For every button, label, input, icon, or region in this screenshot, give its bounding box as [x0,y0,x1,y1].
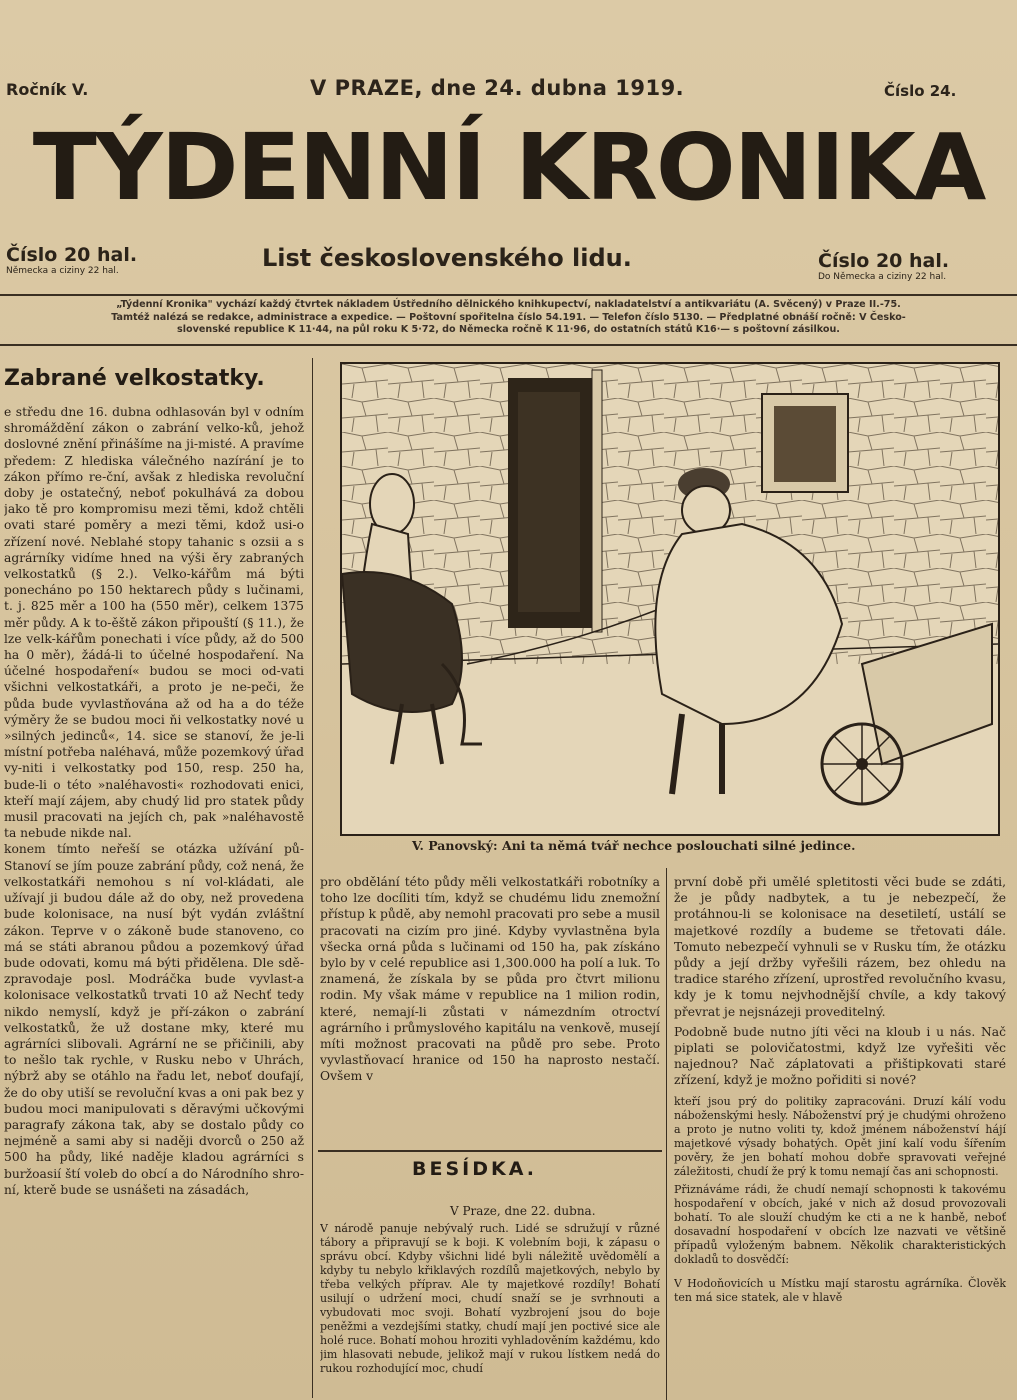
price-right: Číslo 20 hal. [818,250,950,272]
issue-number: Číslo 24. [884,82,957,100]
right-text-4: Přiznáváme rádi, že chudí nemají schopnosti k takovému hospodaření v obcích, jaké v nich až dosud provozovali bohatí. To ale slouží chudým ke cti a ne k hanbě, neboť dosavadní hospodaření v obcích lze nazvati ve většině případů vyloženým babnem. Několik charakteristických dokladů to dosvědčí: [674,1182,1006,1266]
info-line-1: „Týdenní Kronika" vychází každý čtvrtek nákladem Ústředního dělnického knihkupectví, nakladatelství a antikvariátu (A. Svěcený) v Praze II.-75. [116,299,901,310]
middle-column [320,874,660,1146]
subtitle: List československého lidu. [262,244,632,272]
right-text-3: kteří jsou prý do politiky zapracováni. Druzí kálí vodu náboženskými hesly. Náboženství prý je chudými ohroženo a proto je nutno voliti ty, kdož jménem náboženství hájí majetkové výsady bohatých. Opět jiní kalí vodu šířením pověry, že jen bohatí mohou dobře spravovati veřejné záležitosti, chudí že prý k tomu nemají čas ani schopnosti. [674,1094,1006,1178]
article-title: Zabrané velkostatky. [4,366,265,391]
subtitle-row [0,240,1017,280]
place-date: V PRAZE, dne 24. dubna 1919. [310,76,685,100]
besidka-text: V národě panuje nebývalý ruch. Lidé se sdružují v různé tábory a připravují se k boji. K volebním boji, k zápasu o správu obcí. Kdyby všichni lidé byli náležitě uvědomělí a kdyby tu nebylo křiklavých rozdílů majetkových, nebylo by třeba velkých příprav. Ale ty majetkové rozdíly! Bohatí usilují o udržení moci, chudí snaží se je svrhnouti a vybudovati moc svoji. Bohatí vyzbrojení jsou do boje peněžmi a vezdejšími statky, chudí mají jen poctivé sice ale holé ruce. Bohatí mohou hroziti vyhladověním každému, kdo jim hlasovati nebude, jelikož mají v rukou lístkem nedá do rukou rozhodující moc, chudí [320,1222,660,1375]
article-paragraph-2: konem tímto neřeší se otázka užívání pů-Stanoví se jím pouze zabrání půdy, což nená, že velkostatkáři nemohou s ní vol-kládati, ale užívají ji budou dále až do oby, než provedena bude kolonisace, na nusí být vydán zvláštní zákon. Teprve v o zákoně bude stanoveno, co má se státi abranou půdou a pozemkový úřad bude odovati, komu má býti přidělena. Dle sdě-zpravodaje posl. Modráčka bude vyvlast-a kolonisace velkostatků trvati 10 až Nechť tedy nikdo nemyslí, když je pří-zákon o zabrání velkostatků, že už dostane mky, které mu agrárníci slibovali. Agrární ne se přičinili, aby to nešlo tak rychle, v Rusku nebo v Uhrách, nýbrž aby se otáhlo na řadu let, neboť doufají, že do oby utiší se revoluční kvas a oni pak bez y budou moci manipulovati s děravými učkovými paragrafy zákona tak, aby se dostalo půdy co nejméně a sami aby si naději dvorců o 250 až 500 ha půdy, liké naděje kladou agrárníci s buržoasií ští voleb do obcí a do Národního shro-ní, kterě bude se usnášeti na zásadách, [4,842,304,1197]
info-line-2: Tamtéž nalézá se redakce, administrace a expedice. — Poštovní spořitelna číslo 54.191. — Telefon číslo 5130. — Předplatné obnáší ročně: V Česko- [111,311,906,323]
top-line [0,76,1017,102]
besidka-title: BESÍDKA. [412,1158,537,1180]
besidka-dateline: V Praze, dne 22. dubna. [450,1204,596,1218]
right-column [674,874,1006,1400]
right-text-5: V Hodoňovicích u Místku mají starostu agrárníka. Člověk ten má sice statek, ale v hlavě [674,1276,1006,1304]
right-text-1: první době při umělé spletitosti věci bude se zdáti, že je půdy nadbytek, a tu je nebezpečí, že protáhnou-li se kolonisace na desetiletí, ustálí se majetkové rozdíly a budeme se třetovati dále. Tomuto nebezpečí vyhnuli se v Rusku tím, že otázku půdy a její držby vyřešili rázem, bez ohledu na tradice starého zřízení, uprostřed revolučního kvasu, kdy je k tomu nejvhodnější chvíle, a kdy takový převrat je nejsnázeji proveditelný. [674,875,1006,1019]
right-text-2: Podobně bude nutno jíti věci na kloub i u nás. Nač piplati se polovičatostmi, když lze vyřešiti věc najednou? Nač záplatovati a přištipkovati staré zřízení, když je možno pořiditi si nové? [674,1024,1006,1088]
article-paragraph-1: e středu dne 16. dubna odhlasován byl v odním shromáždění zákon o zabrání velko-ků, jehož doslovné znění přinášíme na ji-misté. A pravíme předem: Z hlediska válečného nazírání je to zákon přímo re-ční, avšak z hlediska revoluční doby je ostatečný, neboť pokulhává za dobou jako tě pro kompromisu mezi těmi, kdož chtěli ovati staré poměry a mezi těmi, kdož usi-o zřízení nové. Neblahé stopy tahanic s ozsii a s agrárníky vidíme hned na výši ěry zabraných velkostatků (§ 2.). Velko-kářům má býti ponecháno po 150 hektarech půdy s lučinami, t. j. 825 měr a 100 ha (550 měr), celkem 1375 měr půdy. A k to-ěště zákon připouští (§ 11.), že lze velk-kářům ponechati i více půdy, až do 500 ha 0 měr), žádá-li to účelné hospodaření. Na účelné hospodaření« budou se moci od-vati všichni velkostatkáři, a proto je ne-peči, že půda bude vyvlastňována až od ha a do téže výměry že se budou moci ňi velkostatky nové u »silných jedinců«, 14. sice se stanoví, že je-li místní potřeba naléhavá, může pozemkový úřad vy-niti i velkostatky pod 150, resp. 250 ha, bude-li o této »naléhavosti« rozhodovati enici, kteří mají zájem, aby chudý lid pro statek půdy musil pracovati na jejích ch, pak »naléhavostě ta nebude nikde nal. [4,405,304,841]
cartoon-illustration [340,362,1000,836]
middle-column-text: pro obdělání této půdy měli velkostatkáři robotníky a toho lze docíliti tím, když se chudému lidu znemožní přístup k půdě, aby nemohl pracovati pro sebe a musil pracovati na cizím pro jiné. Kdyby vyvlastněna byla všecka orná půda s lučinami od 150 ha, pak získáno bylo by v celé republice asi 1,300.000 ha polí a luk. To znamená, že získala by se půda pro čtvrt milionu rodin. My však máme v republice na 1 milion rodin, které, nemají-li zůstati v námezdním otroctví agrárního i průmyslového kapitálu na venkově, musejí míti možnost pracovati na půdě pro sebe. Proto vyvlastňovací hranice od 150 ha naprosto nestačí. Ovšem v [320,875,660,1084]
article-body [4,404,304,1400]
column-rule-2 [666,868,667,1400]
besidka-body [320,1222,660,1400]
publisher-info [0,294,1017,346]
illustration-caption: V. Panovský: Ani ta němá tvář nechce poslouchati silné jedince. [412,838,856,853]
besidka-rule [318,1150,662,1152]
column-rule-1 [312,358,313,1398]
volume-label: Ročník V. [6,80,89,99]
price-left: Číslo 20 hal. [6,244,138,266]
price-left-note: Německa a ciziny 22 hal. [6,266,119,276]
cartoon-drawing [342,364,998,834]
masthead-title: TÝDENNÍ KRONIKA [32,114,985,221]
price-right-note: Do Německa a ciziny 22 hal. [818,272,947,282]
info-line-3: slovenské republice K 11·44, na půl roku K 5·72, do Německa ročně K 11·96, do ostatních států K16·— s poštovní zásilkou. [177,324,840,335]
